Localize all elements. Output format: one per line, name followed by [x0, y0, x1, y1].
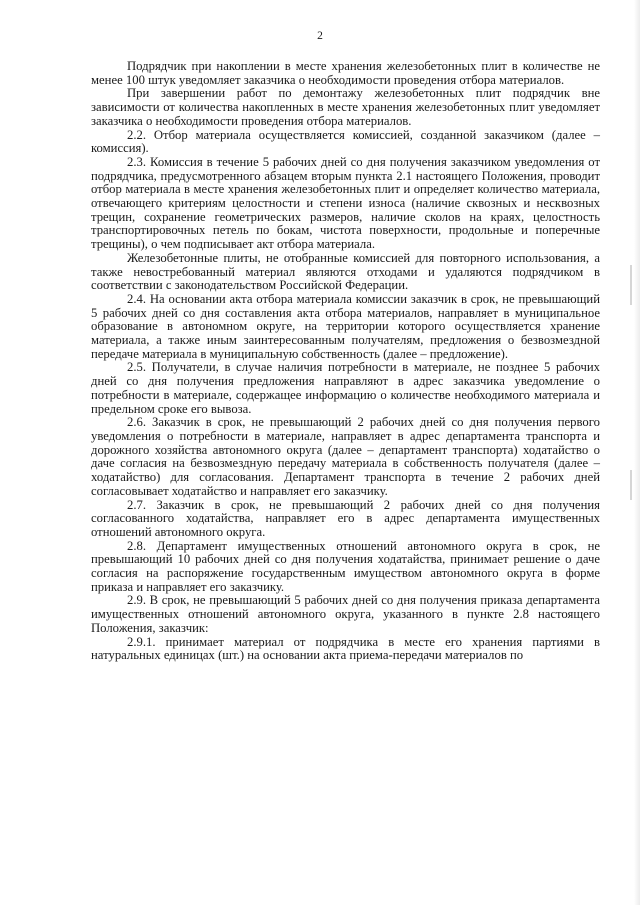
paragraph: 2.5. Получатели, в случае наличия потребности в материале, не позднее 5 рабочих дней со дня получения предложения направляют в адрес заказчика уведомление о потребности в материале, содержащее информацию о количестве необходимого материала и предельном сроке его вывоза. — [91, 360, 600, 416]
paragraph: 2.3. Комиссия в течение 5 рабочих дней со дня получения заказчиком уведомления от подрядчика, предусмотренного абзацем вторым пункта 2.1 настоящего Положения, проводит отбор материала в месте хранения железобетонных плит и определяет количество материала, отвечающего критериям целостности и степени износа (наличие сквозных и несквозных трещин, сохранение геометрических размеров, наличие сколов на краях, целостность транспортировочных петель по бокам, чистота поверхности, продольные и поперечные трещины), о чем подписывает акт отбора материала. — [91, 154, 600, 252]
paragraph: Железобетонные плиты, не отобранные комиссией для повторного использования, а также невостребованный материал являются отходами и удаляются подрядчиком в соответствии с законодательством Российской Федерации. — [91, 250, 600, 293]
paragraph: 2.9.1. принимает материал от подрядчика в месте его хранения партиями в натуральных единицах (шт.) на основании акта приема-передачи материалов по — [91, 634, 600, 663]
scan-edge — [634, 0, 640, 905]
paragraph: 2.2. Отбор материала осуществляется комиссией, созданной заказчиком (далее – комиссия). — [91, 127, 600, 156]
paragraph: 2.6. Заказчик в срок, не превышающий 2 рабочих дней со дня получения первого уведомления о потребности в материале, направляет в адрес департамента транспорта и дорожного хозяйства автономного округа (далее – департамент транспорта) ходатайство о даче согласия на безвозмездную передачу материала в собственность получателя (далее – ходатайство) для согласования. Департамент транспорта в течение 2 рабочих дней согласовывает ходатайство и направляет его заказчику. — [91, 415, 600, 498]
scan-mark — [630, 470, 632, 500]
document-body — [91, 60, 600, 663]
page-number: 2 — [317, 30, 323, 42]
paragraph: 2.8. Департамент имущественных отношений автономного округа в срок, не превышающий 10 рабочих дней со дня получения ходатайства, принимает решение о даче согласия на распоряжение государственным имуществом автономного округа в форме приказа и направляет его заказчику. — [91, 538, 600, 594]
paragraph: 2.9. В срок, не превышающий 5 рабочих дней со дня получения приказа департамента имущественных отношений автономного округа, указанного в пункте 2.8 настоящего Положения, заказчик: — [91, 593, 600, 635]
paragraph: 2.4. На основании акта отбора материала комиссии заказчик в срок, не превышающий 5 рабочих дней со дня составления акта отбора материалов, направляет в муниципальное образование в автономном округе, на территории которого осуществляется хранение материала, а также иным заинтересованным получателям, предложения о безвозмездной передаче материала в муниципальную собственность (далее – предложение). — [91, 291, 600, 361]
scan-mark — [630, 265, 632, 305]
paragraph: При завершении работ по демонтажу железобетонных плит подрядчик вне зависимости от количества накопленных в месте хранения железобетонных плит уведомляет заказчика о необходимости проведения отбора материалов. — [91, 86, 600, 128]
paragraph: 2.7. Заказчик в срок, не превышающий 2 рабочих дней со дня получения согласованного ходатайства, направляет его в адрес департамента имущественных отношений автономного округа. — [91, 497, 600, 539]
paragraph: Подрядчик при накоплении в месте хранения железобетонных плит в количестве не менее 100 штук уведомляет заказчика о необходимости проведения отбора материалов. — [91, 59, 600, 87]
